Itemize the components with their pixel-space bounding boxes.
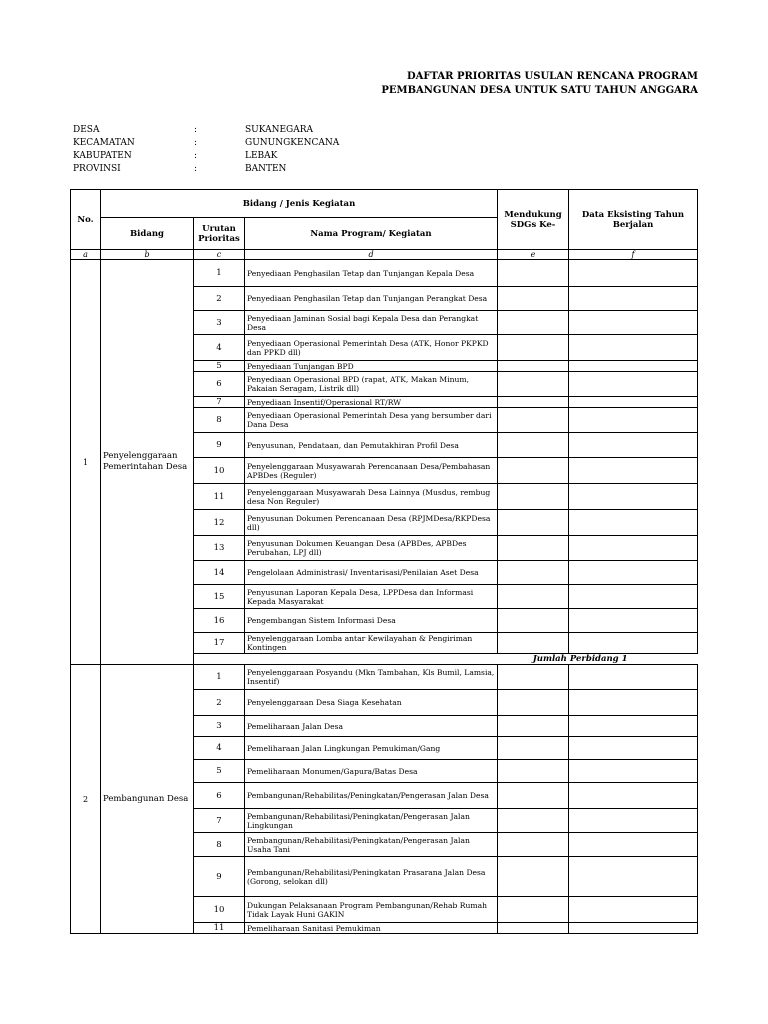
sdgs-cell[interactable] [498, 397, 569, 408]
program-name: Penyediaan Jaminan Sosial bagi Kepala Desa dan Perangkat Desa [245, 311, 498, 335]
existing-data-cell[interactable] [569, 737, 698, 760]
meta-label: DESA [73, 125, 100, 135]
priority-order: 6 [194, 783, 245, 809]
sdgs-cell[interactable] [498, 335, 569, 361]
priority-order: 12 [194, 510, 245, 536]
program-name: Pemeliharaan Jalan Desa [245, 716, 498, 737]
priority-order: 13 [194, 536, 245, 561]
document-title-line2: PEMBANGUNAN DESA UNTUK SATU TAHUN ANGGARA [381, 85, 698, 96]
meta-value: BANTEN [245, 164, 287, 174]
sdgs-cell[interactable] [498, 809, 569, 833]
priority-order: 5 [194, 760, 245, 783]
sdgs-cell[interactable] [498, 857, 569, 897]
existing-data-cell[interactable] [569, 609, 698, 633]
program-name: Penyusunan, Pendataan, dan Pemutakhiran Profil Desa [245, 433, 498, 458]
priority-order: 9 [194, 433, 245, 458]
sdgs-cell[interactable] [498, 783, 569, 809]
table-body [71, 260, 698, 934]
program-name: Pembangunan/Rehabilitasi/Peningkatan/Pengerasan Jalan Usaha Tani [245, 833, 498, 857]
sdgs-cell[interactable] [498, 536, 569, 561]
program-name: Pemeliharaan Jalan Lingkungan Pemukiman/Gang [245, 737, 498, 760]
program-name: Pembangunan/Rehabilitasi/Peningkatan Prasarana Jalan Desa (Gorong, selokan dll) [245, 857, 498, 897]
letter-b: b [101, 250, 194, 260]
priority-order: 9 [194, 857, 245, 897]
document-title-line1: DAFTAR PRIORITAS USULAN RENCANA PROGRAM [406, 71, 698, 82]
priority-order: 15 [194, 585, 245, 609]
meta-label: PROVINSI [73, 164, 121, 174]
sdgs-cell[interactable] [498, 690, 569, 716]
group-summary-label: Jumlah Perbidang 1 [194, 654, 698, 665]
priority-order: 8 [194, 833, 245, 857]
sdgs-cell[interactable] [498, 665, 569, 690]
sdgs-cell[interactable] [498, 287, 569, 311]
letter-a: a [71, 250, 101, 260]
meta-value: GUNUNGKENCANA [245, 138, 340, 148]
existing-data-cell[interactable] [569, 690, 698, 716]
existing-data-cell[interactable] [569, 857, 698, 897]
existing-data-cell[interactable] [569, 561, 698, 585]
program-name: Pengelolaan Administrasi/ Inventarisasi/Penilaian Aset Desa [245, 561, 498, 585]
program-name: Penyelenggaraan Musyawarah Desa Lainnya (Musdus, rembug desa Non Reguler) [245, 484, 498, 510]
header-bidang: Bidang [101, 218, 194, 250]
program-name: Penyusunan Dokumen Keuangan Desa (APBDes, APBDes Perubahan, LPJ dll) [245, 536, 498, 561]
sdgs-cell[interactable] [498, 633, 569, 654]
program-name: Penyusunan Laporan Kepala Desa, LPPDesa dan Informasi Kepada Masyarakat [245, 585, 498, 609]
priority-order: 3 [194, 716, 245, 737]
existing-data-cell[interactable] [569, 433, 698, 458]
meta-value: LEBAK [245, 151, 278, 161]
existing-data-cell[interactable] [569, 585, 698, 609]
meta-colon: : [194, 125, 198, 135]
sdgs-cell[interactable] [498, 609, 569, 633]
existing-data-cell[interactable] [569, 372, 698, 397]
group-bidang: Pembangunan Desa [101, 665, 194, 934]
priority-order: 11 [194, 484, 245, 510]
program-name: Penyediaan Penghasilan Tetap dan Tunjangan Kepala Desa [245, 260, 498, 287]
program-name: Penyediaan Operasional Pemerintah Desa yang bersumber dari Dana Desa [245, 408, 498, 433]
sdgs-cell[interactable] [498, 361, 569, 372]
priority-order: 14 [194, 561, 245, 585]
letter-f: f [569, 250, 698, 260]
priority-order: 2 [194, 690, 245, 716]
existing-data-cell[interactable] [569, 458, 698, 484]
program-name: Pemeliharaan Monumen/Gapura/Batas Desa [245, 760, 498, 783]
existing-data-cell[interactable] [569, 665, 698, 690]
sdgs-cell[interactable] [498, 458, 569, 484]
header-data-eksisting: Data Eksisting Tahun Berjalan [569, 190, 698, 250]
letter-d: d [245, 250, 498, 260]
existing-data-cell[interactable] [569, 923, 698, 934]
program-name: Pengembangan Sistem Informasi Desa [245, 609, 498, 633]
priority-order: 4 [194, 737, 245, 760]
program-name: Penyelenggaraan Musyawarah Perencanaan Desa/Pembahasan APBDes (Reguler) [245, 458, 498, 484]
existing-data-cell[interactable] [569, 484, 698, 510]
existing-data-cell[interactable] [569, 783, 698, 809]
header-urutan: Urutan Prioritas [194, 218, 245, 250]
meta-colon: : [194, 164, 198, 174]
program-name: Penyediaan Penghasilan Tetap dan Tunjangan Perangkat Desa [245, 287, 498, 311]
sdgs-cell[interactable] [498, 372, 569, 397]
existing-data-cell[interactable] [569, 287, 698, 311]
sdgs-cell[interactable] [498, 561, 569, 585]
group-bidang: Penyelenggaraan Pemerintahan Desa [101, 260, 194, 665]
header-sdgs: Mendukung SDGs Ke- [498, 190, 569, 250]
priority-order: 6 [194, 372, 245, 397]
program-name: Penyelenggaraan Desa Siaga Kesehatan [245, 690, 498, 716]
priority-order: 3 [194, 311, 245, 335]
program-name: Penyelenggaraan Posyandu (Mkn Tambahan, Kls Bumil, Lamsia, Insentif) [245, 665, 498, 690]
priority-order: 1 [194, 665, 245, 690]
existing-data-cell[interactable] [569, 633, 698, 654]
sdgs-cell[interactable] [498, 897, 569, 923]
header-nama: Nama Program/ Kegiatan [245, 218, 498, 250]
existing-data-cell[interactable] [569, 536, 698, 561]
existing-data-cell[interactable] [569, 397, 698, 408]
priority-order: 16 [194, 609, 245, 633]
sdgs-cell[interactable] [498, 923, 569, 934]
sdgs-cell[interactable] [498, 408, 569, 433]
sdgs-cell[interactable] [498, 760, 569, 783]
program-name: Penyediaan Operasional BPD (rapat, ATK, Makan Minum, Pakaian Seragam, Listrik dll) [245, 372, 498, 397]
sdgs-cell[interactable] [498, 585, 569, 609]
location-info [73, 124, 473, 176]
meta-label: KABUPATEN [73, 151, 132, 161]
meta-colon: : [194, 151, 198, 161]
sdgs-cell[interactable] [498, 311, 569, 335]
program-name: Pembangunan/Rehabilitasi/Peningkatan/Pengerasan Jalan Lingkungan [245, 809, 498, 833]
sdgs-cell[interactable] [498, 510, 569, 536]
sdgs-cell[interactable] [498, 260, 569, 287]
meta-row-kabupaten [73, 150, 473, 163]
existing-data-cell[interactable] [569, 335, 698, 361]
meta-row-provinsi [73, 163, 473, 176]
priority-order: 11 [194, 923, 245, 934]
program-name: Dukungan Pelaksanaan Program Pembangunan/Rehab Rumah Tidak Layak Huni GAKIN [245, 897, 498, 923]
existing-data-cell[interactable] [569, 361, 698, 372]
program-name: Penyediaan Insentif/Operasional RT/RW [245, 397, 498, 408]
sdgs-cell[interactable] [498, 716, 569, 737]
existing-data-cell[interactable] [569, 260, 698, 287]
header-bidang-jenis: Bidang / Jenis Kegiatan [101, 190, 498, 218]
meta-label: KECAMATAN [73, 138, 135, 148]
meta-row-kecamatan [73, 137, 473, 150]
existing-data-cell[interactable] [569, 311, 698, 335]
sdgs-cell[interactable] [498, 833, 569, 857]
priority-order: 1 [194, 260, 245, 287]
priority-order: 10 [194, 897, 245, 923]
sdgs-cell[interactable] [498, 484, 569, 510]
existing-data-cell[interactable] [569, 716, 698, 737]
existing-data-cell[interactable] [569, 833, 698, 857]
table-row [71, 665, 698, 690]
existing-data-cell[interactable] [569, 510, 698, 536]
program-name: Penyusunan Dokumen Perencanaan Desa (RPJMDesa/RKPDesa dll) [245, 510, 498, 536]
priority-order: 5 [194, 361, 245, 372]
program-name: Pembangunan/Rehabilitas/Peningkatan/Pengerasan Jalan Desa [245, 783, 498, 809]
group-number: 2 [71, 665, 101, 934]
letter-e: e [498, 250, 569, 260]
sdgs-cell[interactable] [498, 737, 569, 760]
priority-order: 10 [194, 458, 245, 484]
sdgs-cell[interactable] [498, 433, 569, 458]
table-row [71, 260, 698, 287]
priority-order: 7 [194, 809, 245, 833]
priority-table [70, 189, 698, 934]
letter-c: c [194, 250, 245, 260]
meta-colon: : [194, 138, 198, 148]
group-number: 1 [71, 260, 101, 665]
program-name: Penyediaan Tunjangan BPD [245, 361, 498, 372]
existing-data-cell[interactable] [569, 809, 698, 833]
priority-order: 8 [194, 408, 245, 433]
meta-value: SUKANEGARA [245, 125, 314, 135]
priority-order: 4 [194, 335, 245, 361]
priority-order: 2 [194, 287, 245, 311]
existing-data-cell[interactable] [569, 897, 698, 923]
existing-data-cell[interactable] [569, 760, 698, 783]
program-name: Penyediaan Operasional Pemerintah Desa (ATK, Honor PKPKD dan PPKD dll) [245, 335, 498, 361]
meta-row-desa [73, 124, 473, 137]
priority-order: 17 [194, 633, 245, 654]
program-name: Penyelenggaraan Lomba antar Kewilayahan & Pengiriman Kontingen [245, 633, 498, 654]
header-no: No. [71, 190, 101, 250]
priority-order: 7 [194, 397, 245, 408]
existing-data-cell[interactable] [569, 408, 698, 433]
program-name: Pemeliharaan Sanitasi Pemukiman [245, 923, 498, 934]
